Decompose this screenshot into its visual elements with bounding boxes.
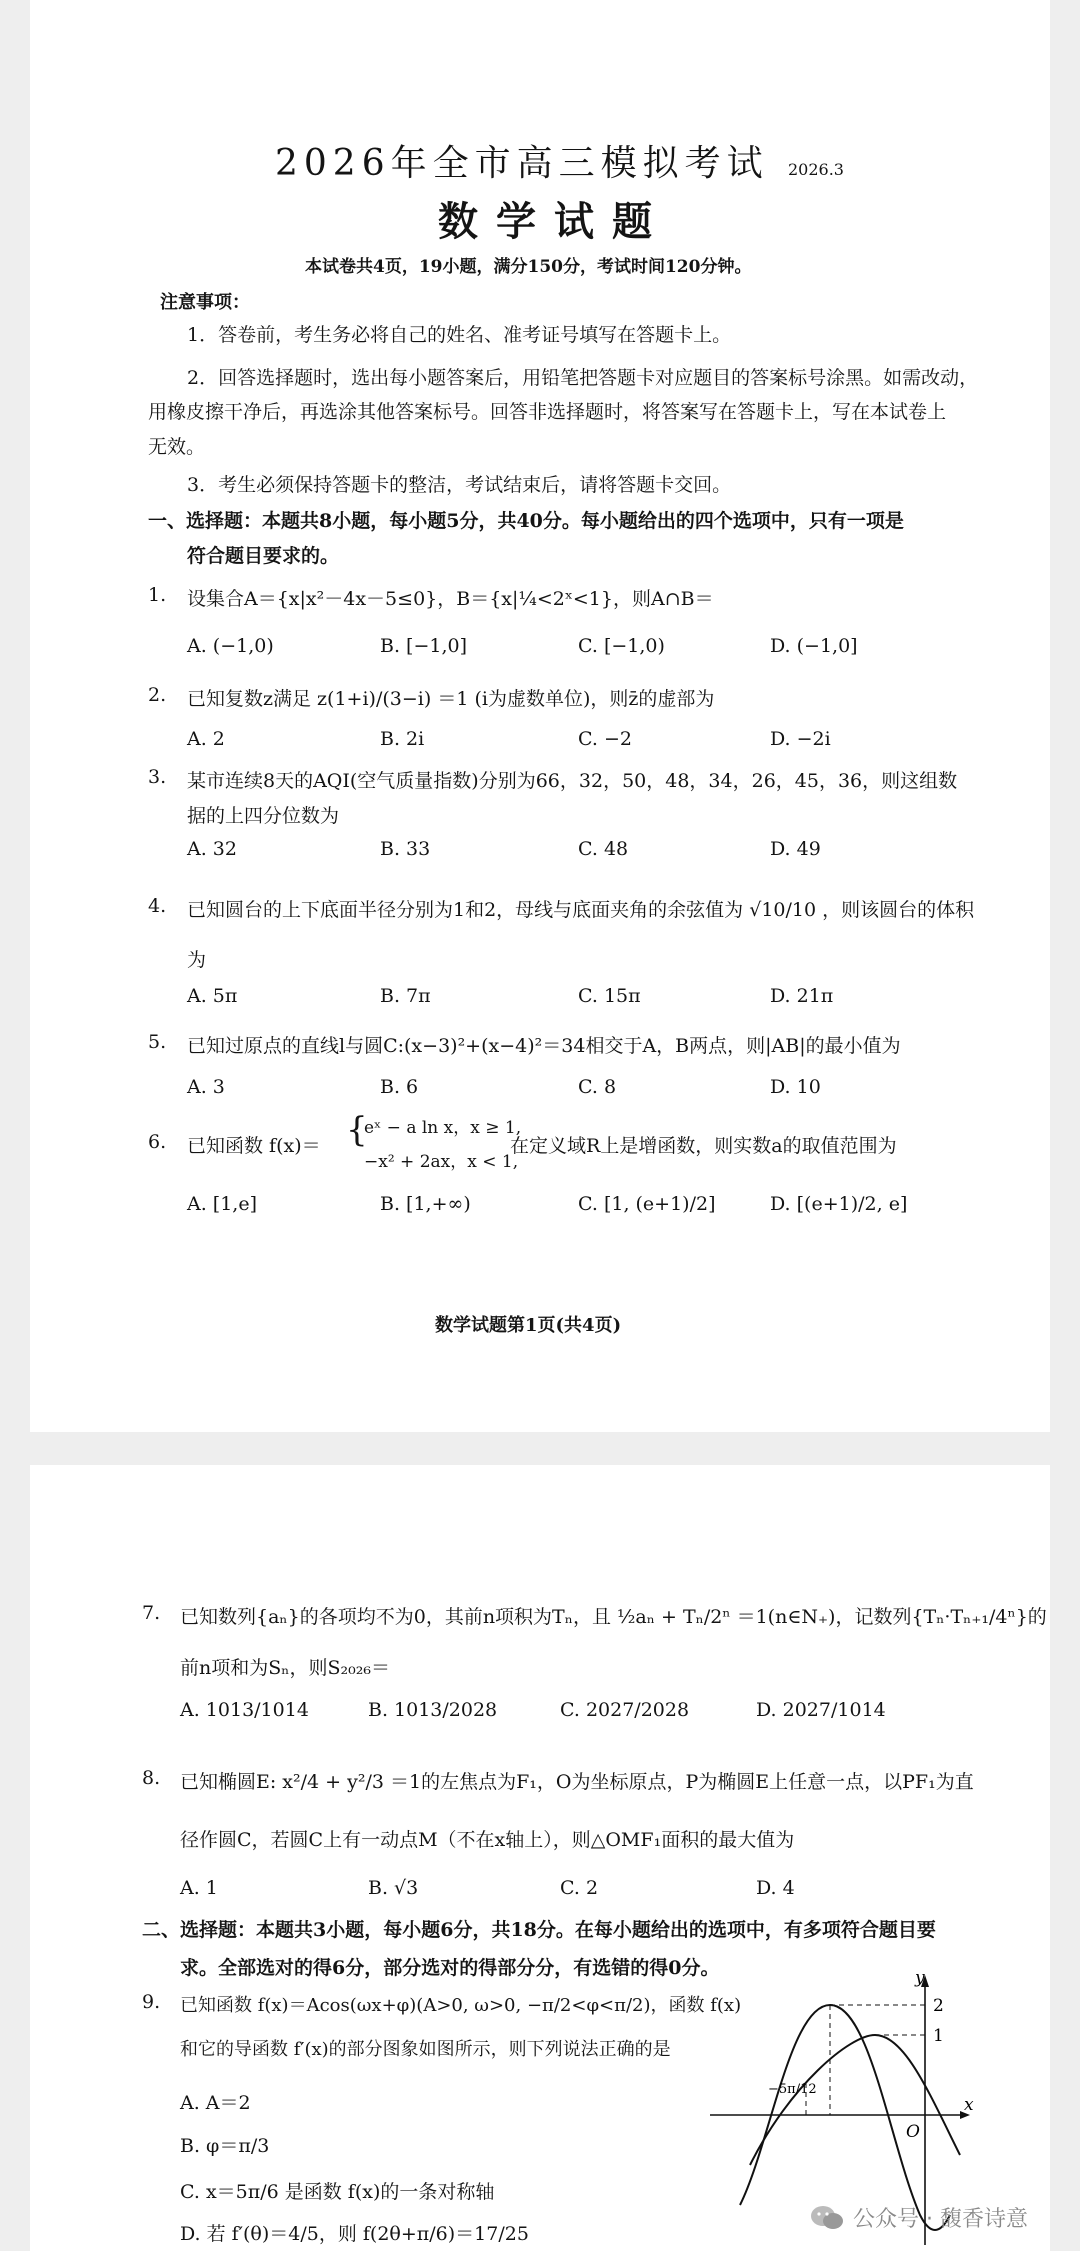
exam-page-2 [30,1465,1050,2251]
q3-option-a: A. 32 [187,838,237,860]
q5-number: 5. [148,1031,167,1053]
q1-stem: 设集合A＝{x|x²－4x－5≤0}，B＝{x|¼<2ˣ<1}，则A∩B＝ [187,588,714,610]
q1-number: 1. [148,584,167,606]
section-2-heading-line2: 求。全部选对的得6分，部分选对的得部分分，有选错的得0分。 [180,1957,720,1979]
q9-stem-line2: 和它的导函数 f′(x)的部分图象如图所示，则下列说法正确的是 [180,2039,671,2060]
q3-option-c: C. 48 [578,838,629,860]
q1-option-a: A. (−1,0) [187,635,274,657]
q2-option-a: A. 2 [187,728,225,750]
q7-stem: 已知数列{aₙ}的各项均不为0，其前n项积为Tₙ，且 ½aₙ + Tₙ/2ⁿ ＝1(n∈N₊)，记数列{Tₙ·Tₙ₊₁/4ⁿ}的 [180,1606,1047,1628]
q7-option-a: A. 1013/1014 [180,1699,309,1721]
q3-stem: 某市连续8天的AQI(空气质量指数)分别为66，32，50，48，34，26，45，36，则这组数 [187,770,958,792]
notice-heading: 注意事项： [160,292,250,313]
q1-option-d: D. (−1,0] [770,635,858,657]
q8-option-b: B. √3 [368,1877,419,1899]
exam-date: 2026.3 [788,160,844,179]
q3-stem-line2: 据的上四分位数为 [187,805,340,827]
watermark-text: 公众号 · 馥香诗意 [853,2207,1028,2232]
notice-3: 3．考生必须保持答题卡的整洁，考试结束后，请将答题卡交回。 [187,474,732,496]
y-tick-2: 2 [933,1996,944,2016]
f-prime-curve [750,2035,960,2165]
q9-option-c: C. x＝5π/6 是函数 f(x)的一条对称轴 [180,2181,495,2203]
section-1-heading-line2: 符合题目要求的。 [187,545,340,567]
q6-case-2: −x² + 2ax，x < 1, [364,1152,519,1172]
q4-number: 4. [148,895,167,917]
q6-option-a: A. [1,e] [187,1193,257,1215]
q5-option-a: A. 3 [187,1076,225,1098]
q9-option-a: A. A＝2 [180,2092,251,2114]
q7-option-d: D. 2027/1014 [756,1699,886,1721]
q2-option-d: D. −2i [770,728,831,750]
notice-2-line2: 用橡皮擦干净后，再选涂其他答案标号。回答非选择题时，将答案写在答题卡上，写在本试卷上 [148,401,947,423]
q5-option-d: D. 10 [770,1076,821,1098]
x-axis-label: x [964,2095,974,2115]
exam-page-1 [30,0,1050,1432]
q6-brace: { [346,1110,368,1150]
q6-stem-suffix: 在定义域R上是增函数，则实数a的取值范围为 [510,1135,897,1157]
q9-option-b: B. φ＝π/3 [180,2135,270,2157]
notice-1: 1．答卷前，考生务必将自己的姓名、准考证号填写在答题卡上。 [187,324,732,346]
q8-option-a: A. 1 [180,1877,218,1899]
q4-option-d: D. 21π [770,985,834,1007]
q9-number: 9. [142,1991,161,2013]
q3-option-b: B. 33 [380,838,431,860]
q7-stem-line2: 前n项和为Sₙ，则S₂₀₂₆＝ [180,1657,390,1679]
q2-number: 2. [148,684,167,706]
origin-label: O [906,2122,920,2142]
q3-option-d: D. 49 [770,838,821,860]
q9-option-d: D. 若 f′(θ)＝4/5，则 f(2θ+π/6)＝17/25 [180,2223,529,2245]
watermark [809,2202,1028,2233]
q6-number: 6. [148,1131,167,1153]
q8-stem-line2: 径作圆C，若圆C上有一动点M（不在x轴上），则△OMF₁面积的最大值为 [180,1829,795,1851]
q6-option-b: B. [1,+∞) [380,1193,471,1215]
q6-option-c: C. [1, (e+1)/2] [578,1193,716,1215]
q6-stem-prefix: 已知函数 f(x)＝ [187,1135,321,1157]
notice-2-line3: 无效。 [148,436,206,458]
q2-option-c: C. −2 [578,728,632,750]
q4-option-c: C. 15π [578,985,641,1007]
q7-option-c: C. 2027/2028 [560,1699,690,1721]
q8-option-d: D. 4 [756,1877,795,1899]
q2-stem: 已知复数z满足 z(1+i)/(3−i) ＝1 (i为虚数单位)，则z̄的虚部为 [187,688,715,710]
q5-option-b: B. 6 [380,1076,419,1098]
f-curve [740,2005,950,2230]
section-2-heading: 二、选择题：本题共3小题，每小题6分，共18分。在每小题给出的选项中，有多项符合题目要 [142,1919,936,1941]
q7-number: 7. [142,1602,161,1624]
q8-number: 8. [142,1767,161,1789]
q9-stem: 已知函数 f(x)＝Acos(ωx+φ)(A>0, ω>0, −π/2<φ<π/2)，函数 f(x) [180,1995,742,2016]
q4-stem: 已知圆台的上下底面半径分别为1和2，母线与底面夹角的余弦值为 √10/10 ，则该圆台的体积 [187,899,975,921]
subject-title: 数学试题 [438,198,670,245]
y-axis-label: y [915,1968,925,1988]
q4-option-a: A. 5π [187,985,238,1007]
exam-info: 本试卷共4页，19小题，满分150分，考试时间120分钟。 [305,257,752,277]
q1-option-b: B. [−1,0] [380,635,468,657]
x-tick-label: −5π/12 [768,2082,817,2097]
q8-option-c: C. 2 [560,1877,599,1899]
notice-2: 2．回答选择题时，选出每小题答案后，用铅笔把答题卡对应题目的答案标号涂黑。如需改动， [187,367,979,389]
q8-stem: 已知椭圆E: x²/4 + y²/3 ＝1的左焦点为F₁，O为坐标原点，P为椭圆E上任意一点，以PF₁为直 [180,1771,974,1793]
q2-option-b: B. 2i [380,728,425,750]
page-footer: 数学试题第1页(共4页) [435,1315,622,1336]
q6-option-d: D. [(e+1)/2, e] [770,1193,908,1215]
section-1-heading: 一、选择题：本题共8小题，每小题5分，共40分。每小题给出的四个选项中，只有一项是 [148,510,904,532]
q6-case-1: eˣ − a ln x，x ≥ 1, [364,1118,522,1138]
q5-option-c: C. 8 [578,1076,617,1098]
q7-option-b: B. 1013/2028 [368,1699,498,1721]
q1-option-c: C. [−1,0) [578,635,665,657]
wechat-icon [809,2204,845,2232]
q3-number: 3. [148,766,167,788]
q5-stem: 已知过原点的直线l与圆C:(x−3)²+(x−4)²＝34相交于A，B两点，则|AB|的最小值为 [187,1035,901,1057]
q4-stem-line2: 为 [187,949,207,971]
y-tick-1: 1 [933,2026,944,2046]
exam-title: 2026年全市高三模拟考试 [275,143,769,184]
q4-option-b: B. 7π [380,985,431,1007]
